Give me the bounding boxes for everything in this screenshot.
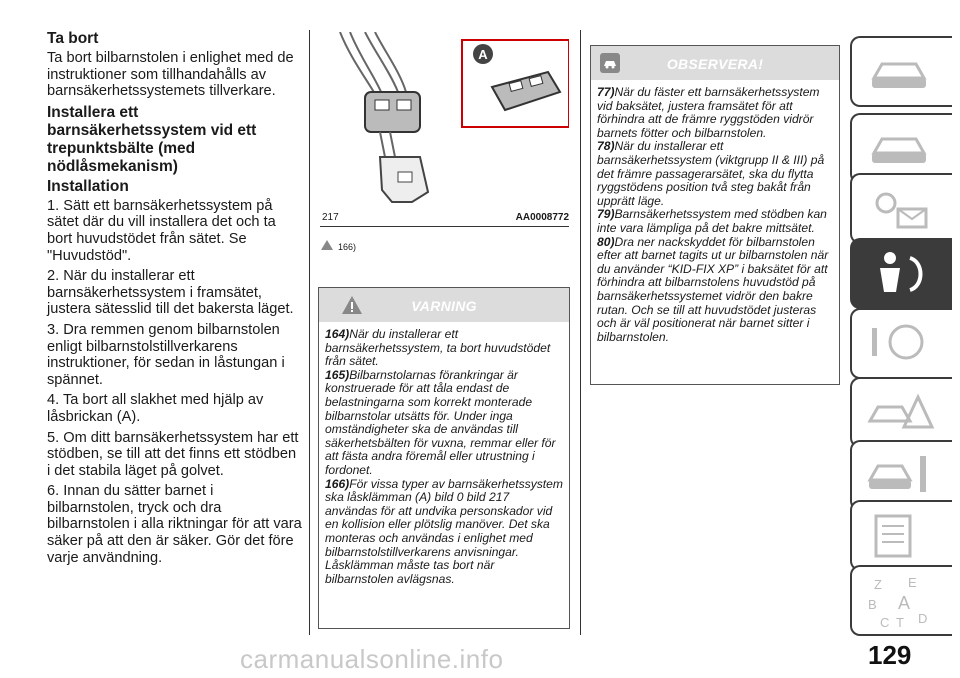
car-info-icon (866, 123, 936, 173)
figure-locking-clip (320, 32, 569, 207)
step-1: 1. Sätt ett barnsäkerhetssystem på sätet där du vill installera det och ta bort huvudstödet från sätet. Se "Huvudstöd". (47, 197, 276, 264)
svg-text:A: A (898, 593, 911, 613)
observe-item: 78)När du installerar ett barnsäkerhetssystem (viktgrupp II & III) på det främre passagerarsätet, ska du flytta ryggstödens position två steg bakåt från upprätt läge. (597, 139, 825, 208)
watermark: carmanualsonline.info (240, 644, 504, 674)
step-5: 5. Om ditt barnsäkerhetssystem har ett stödben, se till att det finns ett stödben i det stabila läget på golvet. (47, 429, 299, 479)
tab-technical-data[interactable] (850, 500, 952, 571)
callout-a-label: A (478, 47, 488, 62)
warning-title: VARNING (411, 298, 477, 314)
observe-box (590, 45, 840, 385)
warning-header (319, 288, 569, 322)
car-breakdown-warning-icon (866, 387, 936, 437)
tab-emergency[interactable] (850, 377, 952, 448)
step-6: 6. Innan du sätter barnet i bilbarnstolen, tryck och dra bilbarnstolen i alla riktningar för att vara säker på att den är säker. Gör det före varje användning. (47, 483, 302, 566)
subheading-installation: Installation (47, 177, 129, 195)
svg-text:E: E (908, 575, 917, 590)
steering-wheel-key-icon (866, 318, 936, 368)
warning-item: 166)För vissa typer av barnsäkerhetssystem ska låsklämman (A) bild 0 bild 217 användas för att undvika personskador vid en kollision eller plötslig manöver. Det ska monteras och användas i enlighet med bilbarnstolstillverkarens anvisningar. Låsklämman måste tas bort när bilbarnstolen avlägsnas. (325, 476, 563, 586)
tab-index[interactable] (850, 565, 952, 636)
observe-item: 77)När du fäster ett barnsäkerhetssystem vid baksätet, justera framsätet för att förhindra att de främre ryggstöden vidrör barnets fötter och bilbarnstolen. (597, 85, 820, 140)
tab-seatbelt-airbag[interactable] (850, 238, 952, 309)
column-divider-1 (309, 30, 310, 635)
technical-data-list-icon (866, 510, 936, 560)
svg-text:B: B (868, 597, 877, 612)
paragraph-remove: Ta bort bilbarnstolen i enlighet med de instruktioner som tillhandahålls av barnsäkerhetssystemets tillverkare. (47, 50, 294, 100)
left-column (47, 30, 302, 570)
observe-body (591, 80, 839, 350)
observe-item: 80)Dra ner nackskyddet för bilbarnstolen efter att barnet tagits ut ur bilbarnstolen när du använder “KID-FIX XP” i baksätet för att förhindra att bilbarnstolens huvudstöd på barnsäkerhetssystemet vidrör den bakre rutan. Och se till att huvudstödet justeras och är väl positionerat när barnet sitter i bilbarnstolen. (597, 234, 829, 344)
step-2: 2. När du installerar ett barnsäkerhetssystem i framsätet, justera sätesslid till det bakersta läget. (47, 268, 294, 318)
tab-warning-lights[interactable] (850, 173, 952, 244)
note-ref-icon (320, 238, 334, 256)
car-dashboard-icon (866, 46, 936, 96)
column-divider-2 (580, 30, 581, 635)
note-ref: 166) (338, 242, 357, 252)
warning-lights-mail-icon (866, 183, 936, 233)
tab-starting-driving[interactable] (850, 308, 952, 379)
alphabetical-index-icon (866, 575, 936, 630)
figure-number: 217 (322, 212, 339, 223)
svg-text:T: T (896, 615, 904, 630)
car-service-wrench-icon (866, 450, 936, 500)
step-3: 3. Dra remmen genom bilbarnstolen enligt bilbarnstolstillverkarens instruktioner, för sedan in låstungan i spännet. (47, 321, 285, 388)
section-heading-remove: Ta bort (47, 30, 99, 47)
warning-item: 165)Bilbarnstolarnas förankringar är konstruerade för att tåla endast de belastningarna som korrekt monterade bilbarnstolar utsätts för. Under inga omständigheter ska de användas till säkerhetsbälten för vuxna, remmar eller för att fästa andra föremål eller utrustning i fordonet. (325, 367, 556, 477)
figure-code: AA0008772 (515, 212, 569, 223)
svg-text:C: C (880, 615, 890, 630)
figure-rule (320, 226, 569, 227)
warning-body (319, 322, 569, 592)
observe-item: 79)Barnsäkerhetssystem med stödben kan inte vara lämpliga på det bakre mittsätet. (597, 207, 827, 235)
locking-clip-illustration (320, 32, 569, 207)
tab-car-dashboard[interactable] (850, 36, 952, 107)
observe-title: OBSERVERA! (666, 56, 764, 72)
seatbelt-airbag-icon (866, 248, 936, 298)
step-4: 4. Ta bort all slakhet med hjälp av låsbrickan (A). (47, 392, 264, 425)
observe-header (591, 46, 839, 80)
svg-text:D: D (918, 611, 928, 626)
section-heading-install-3pt: Installera ett barnsäkerhetssystem vid ett trepunktsbälte (med nödlåsmekanism) (47, 103, 257, 175)
svg-text:Z: Z (874, 577, 882, 592)
warning-box (318, 287, 570, 629)
warning-item: 164)När du installerar ett barnsäkerhetssystem, ta bort huvudstödet från sätet. (325, 327, 551, 369)
page-number: 129 (868, 640, 912, 670)
